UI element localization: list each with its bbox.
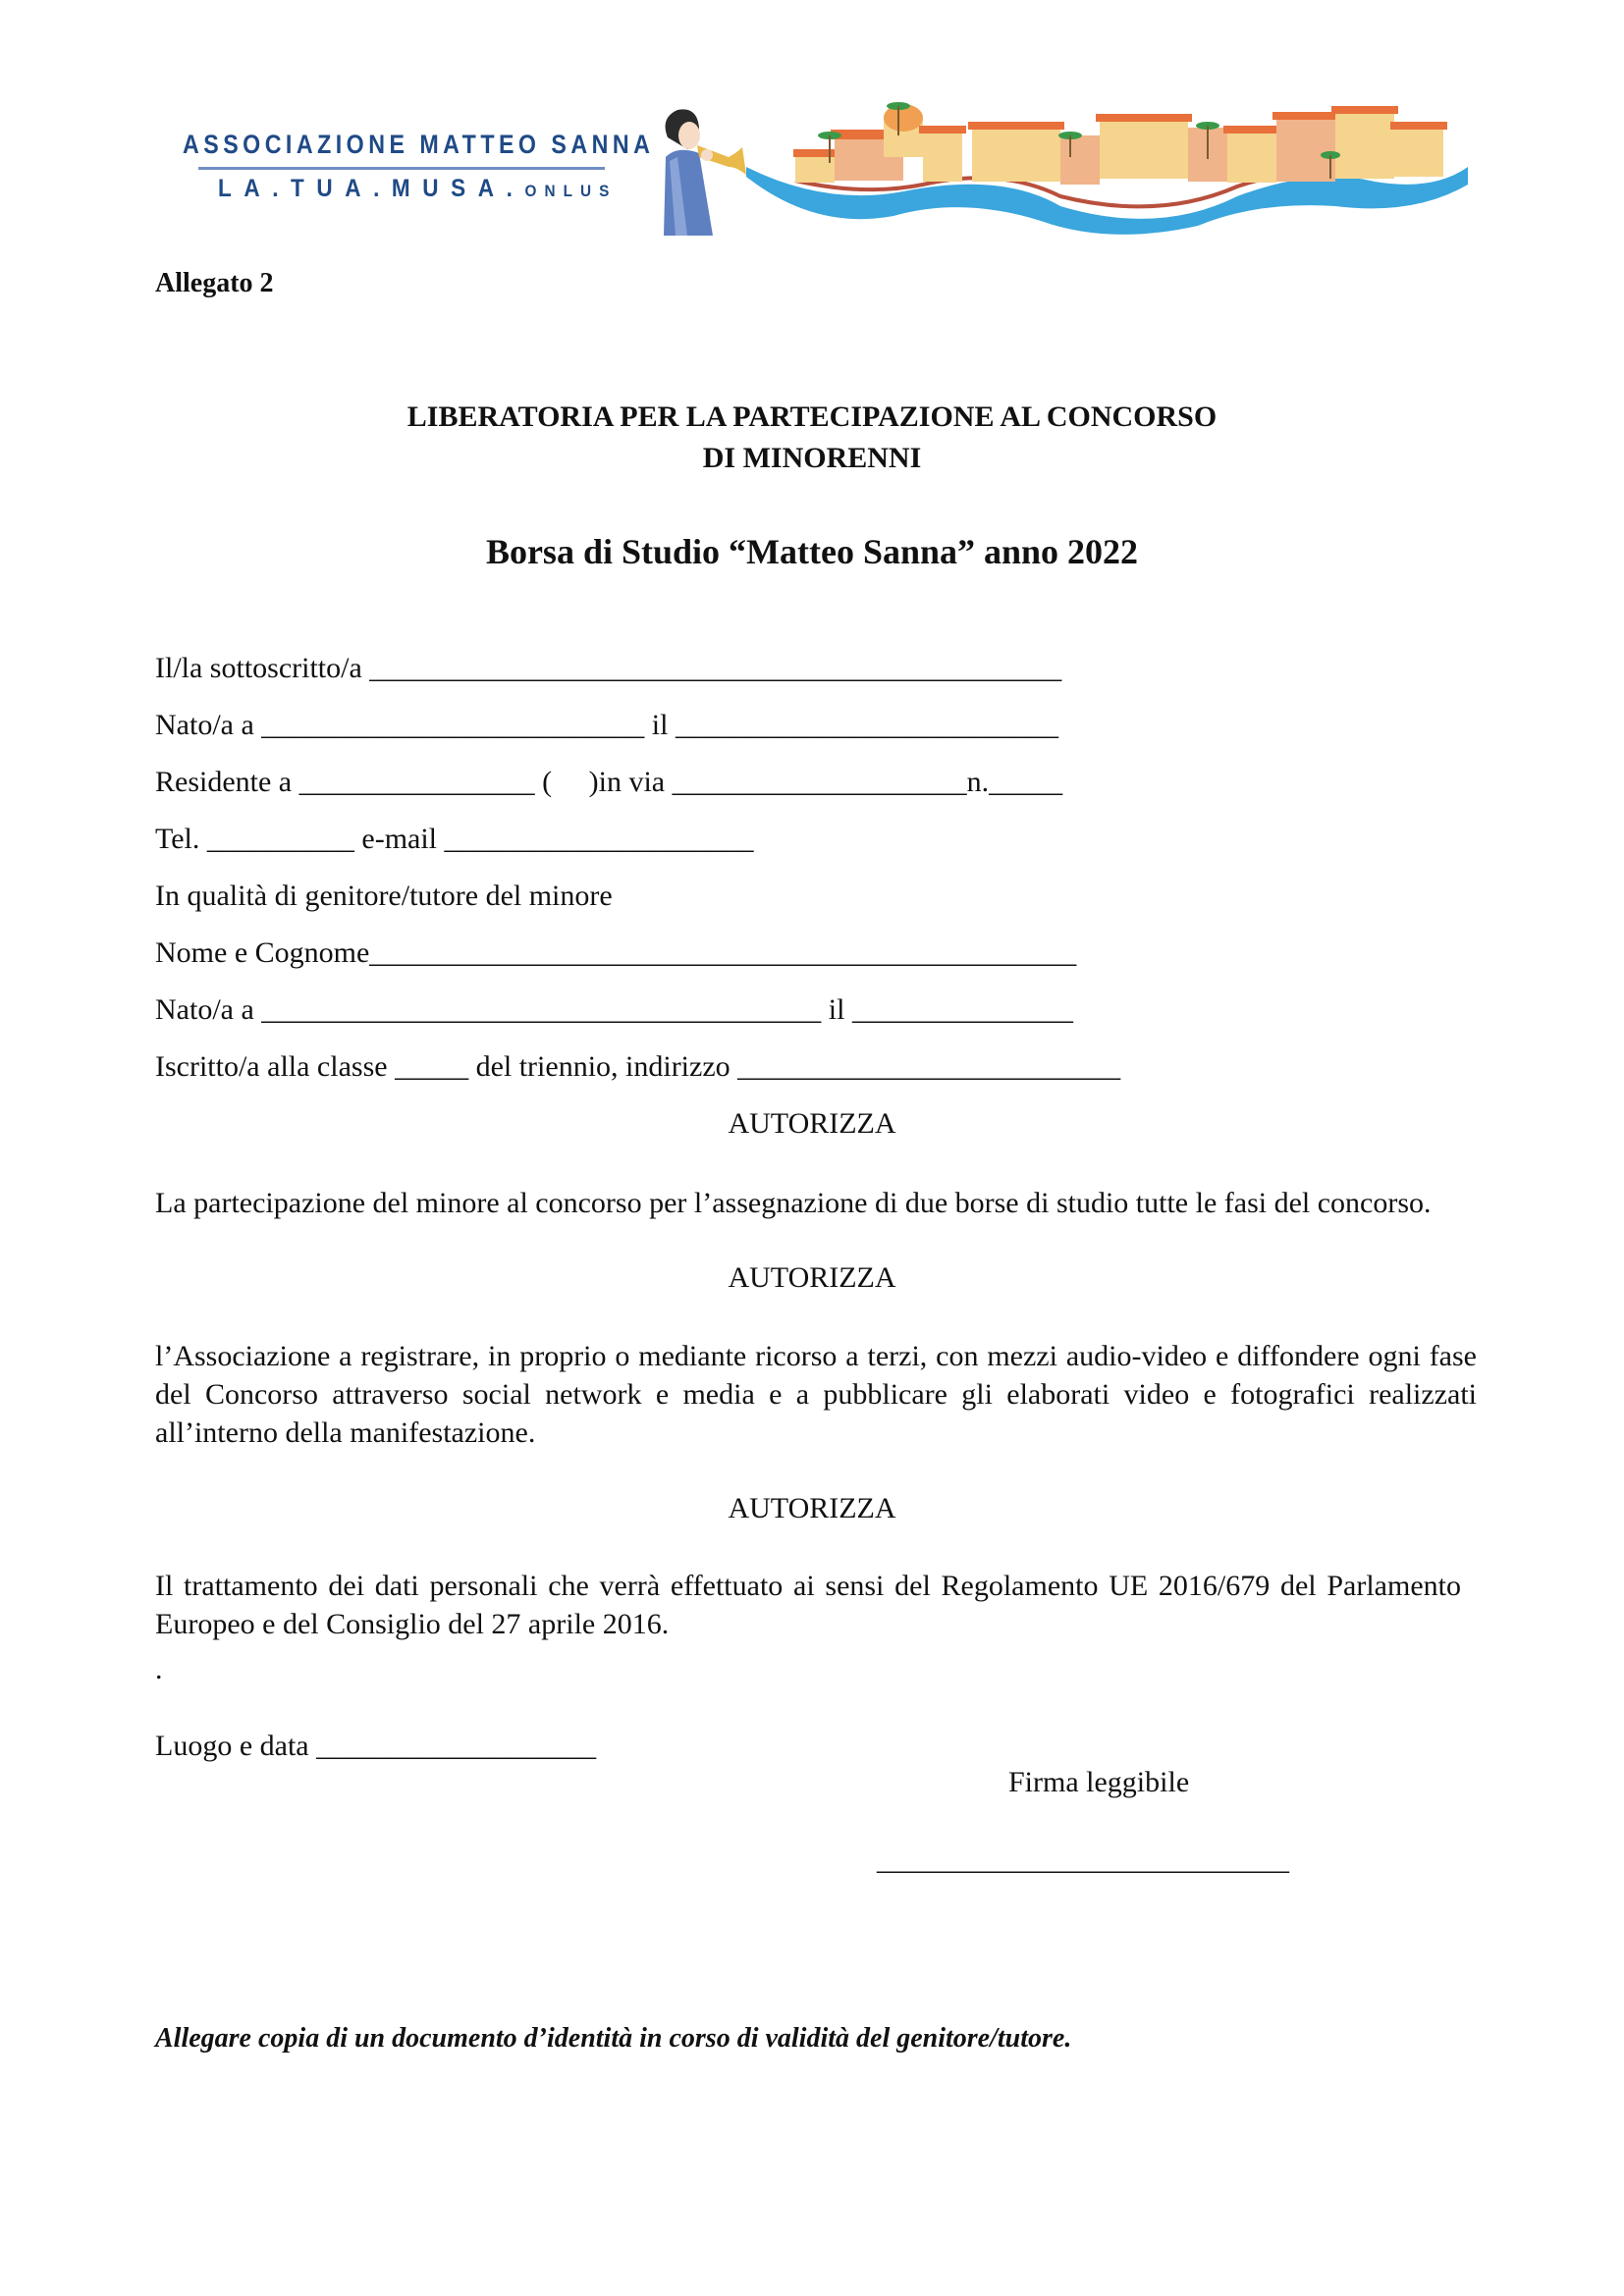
sottoscritto-label: Il/la sottoscritto/a — [155, 652, 362, 684]
logo-divider — [198, 167, 605, 170]
email-input[interactable]: _____________________ — [444, 823, 754, 855]
autorizza-text-3: Il trattamento dei dati personali che verrà effettuato ai sensi del Regolamento UE 2016/679 del Parlamento Europeo e del Consiglio del 27 aprile 2016. — [155, 1570, 1461, 1640]
autorizza-heading-1: AUTORIZZA — [728, 1107, 896, 1140]
luogo-data-input[interactable]: ___________________ — [316, 1730, 597, 1762]
attachment-label: Allegato 2 — [155, 268, 274, 298]
provincia-input[interactable] — [552, 766, 589, 798]
nome-cognome-input[interactable]: ________________________________________________ — [369, 936, 1077, 969]
nato-minore-label: Nato/a a — [155, 993, 254, 1026]
il-label: il — [651, 709, 669, 741]
trumpet-player-figure — [664, 109, 746, 236]
autorizza-text-2: l’Associazione a registrare, in proprio o mediante ricorso a terzi, con mezzi audio-video e diffondere ogni fase del Concorso attraverso social network e media e a pubblicare gli elaborati video e fotografici realizzati all’interno della manifestazione. — [155, 1340, 1477, 1449]
telefono-input[interactable]: __________ — [206, 823, 354, 855]
sottoscritto-input[interactable]: _______________________________________________ — [369, 652, 1062, 684]
autorizza-heading-3: AUTORIZZA — [728, 1492, 896, 1524]
firma-input[interactable]: ____________________________ — [877, 1843, 1289, 1876]
field-row-iscrizione — [155, 1048, 1120, 1086]
luogo-nascita-minore-input[interactable]: ______________________________________ — [261, 993, 822, 1026]
trumpet-town-illustration — [648, 98, 1473, 236]
logo-tagline — [218, 175, 617, 203]
data-nascita-input[interactable]: __________________________ — [675, 709, 1058, 741]
residente-label: Residente a — [155, 766, 293, 798]
triennio-label: del triennio, indirizzo — [475, 1050, 731, 1083]
field-row-contatti — [155, 821, 754, 858]
autorizza-heading-2: AUTORIZZA — [728, 1261, 896, 1294]
luogo-data-label: Luogo e data — [155, 1730, 309, 1762]
numero-civico-input[interactable]: _____ — [989, 766, 1063, 798]
residenza-citta-input[interactable]: ________________ — [298, 766, 535, 798]
field-row-luogo-data — [155, 1728, 596, 1765]
data-nascita-minore-input[interactable]: _______________ — [851, 993, 1073, 1026]
field-row-nascita-minore — [155, 991, 1073, 1029]
seaside-buildings — [793, 104, 1447, 185]
association-logo — [183, 130, 655, 202]
email-label: e-mail — [361, 823, 438, 855]
indirizzo-input[interactable]: __________________________ — [737, 1050, 1121, 1083]
field-row-residenza — [155, 764, 1062, 801]
nato-label: Nato/a a — [155, 709, 254, 741]
identity-document-note: Allegare copia di un documento d’identità in corso di validità del genitore/tutore. — [155, 2023, 1072, 2054]
luogo-nascita-input[interactable]: __________________________ — [261, 709, 645, 741]
logo-tagline-onlus: ONLUS — [524, 182, 618, 200]
field-row-nome-minore — [155, 934, 1076, 972]
field-row-nascita — [155, 707, 1058, 744]
document-subtitle: Borsa di Studio “Matteo Sanna” anno 2022 — [485, 532, 1139, 571]
document-title-line1: LIBERATORIA PER LA PARTECIPAZIONE AL CONCORSO — [406, 400, 1218, 433]
via-input[interactable]: ____________________ — [672, 766, 967, 798]
nome-cognome-label: Nome e Cognome — [155, 936, 370, 969]
stray-dot: . — [155, 1653, 163, 1685]
provincia-open-paren: ( — [542, 766, 553, 798]
logo-tagline-main: LA.TUA.MUSA. — [218, 175, 525, 202]
il-minore-label: il — [828, 993, 845, 1026]
firma-label: Firma leggibile — [1008, 1766, 1190, 1798]
qualita-genitore-text: In qualità di genitore/tutore del minore — [155, 880, 613, 912]
numero-label: n. — [966, 766, 990, 798]
autorizza-text-1: La partecipazione del minore al concorso per l’assegnazione di due borse di studio tutte le fasi del concorso. — [155, 1187, 1432, 1219]
document-title-line2: DI MINORENNI — [702, 442, 922, 474]
tel-label: Tel. — [155, 823, 200, 855]
logo-title: ASSOCIAZIONE MATTEO SANNA — [183, 130, 655, 159]
field-row-sottoscritto — [155, 650, 1061, 687]
via-label: )in via — [588, 766, 666, 798]
iscritto-label: Iscritto/a alla classe — [155, 1050, 388, 1083]
classe-input[interactable]: _____ — [395, 1050, 469, 1083]
